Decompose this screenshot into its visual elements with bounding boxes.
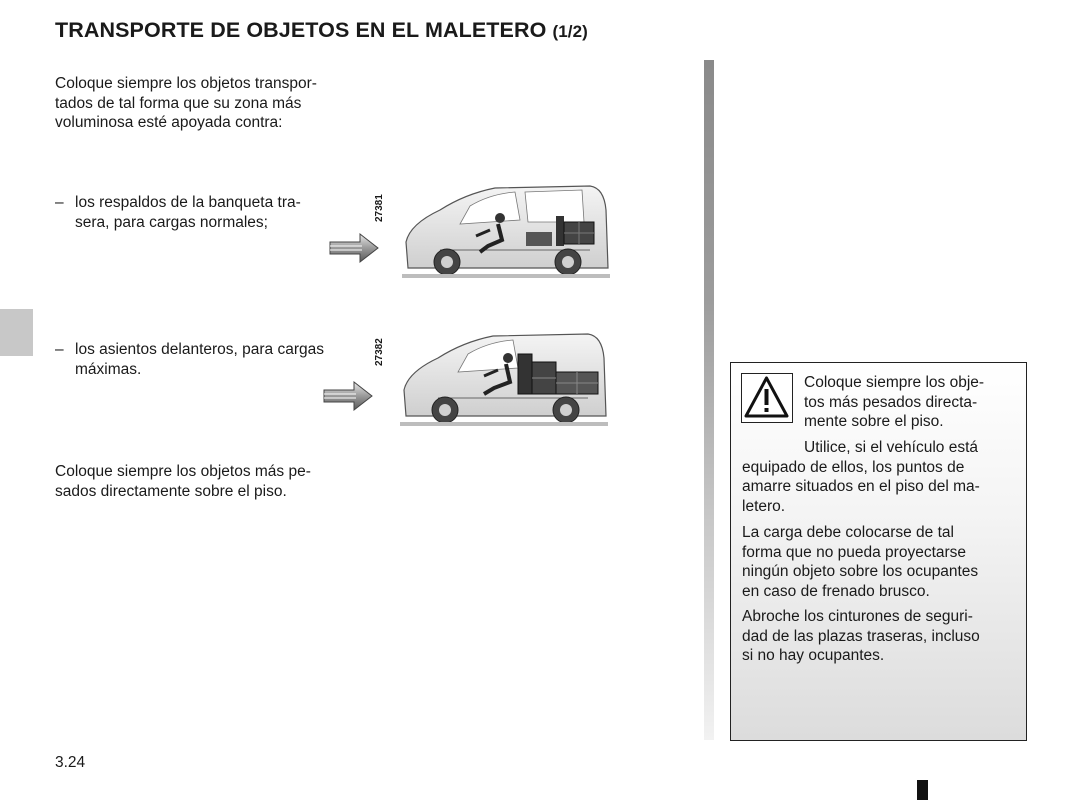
warning-triangle-icon xyxy=(741,373,793,423)
warning-paragraph-1 xyxy=(804,373,1015,432)
page-number: 3.24 xyxy=(55,754,86,771)
text-line: La carga debe colocarse de tal xyxy=(742,524,954,541)
bullet-max-loads xyxy=(55,340,346,380)
text-line: Coloque siempre los obje- xyxy=(804,374,985,391)
text-line: voluminosa esté apoyada contra: xyxy=(55,114,283,131)
text-line: tos más pesados directa- xyxy=(804,393,978,411)
warning-paragraph-4 xyxy=(742,607,1015,666)
text-line: los respaldos de la banqueta tra- xyxy=(75,194,301,211)
bullet-normal-loads xyxy=(55,193,346,233)
warning-box xyxy=(730,362,1027,741)
dash-mark: – xyxy=(55,194,64,211)
chapter-tab xyxy=(0,309,33,356)
warning-paragraph-3 xyxy=(742,523,1015,601)
van-normal-load-illustration xyxy=(320,180,620,285)
text-line: los asientos delanteros, para cargas xyxy=(75,341,325,358)
arrow-right-icon xyxy=(324,382,372,410)
text-line: Abroche los cinturones de seguri- xyxy=(742,608,973,625)
text-line: amarre situados en el piso del ma- xyxy=(742,478,980,495)
text-line: tados de tal forma que su zona más xyxy=(55,94,302,112)
text-line: si no hay ocupantes. xyxy=(742,647,885,664)
figure-number: 27382 xyxy=(374,338,385,366)
figure-max-load xyxy=(318,328,618,433)
text-line: Coloque siempre los objetos transpor- xyxy=(55,75,317,92)
text-line: ningún objeto sobre los ocupantes xyxy=(742,563,979,580)
title-part: (1/2) xyxy=(552,22,588,41)
text-line: sera, para cargas normales; xyxy=(75,213,268,231)
closing-paragraph xyxy=(55,462,346,501)
text-line: Coloque siempre los objetos más pe- xyxy=(55,463,311,480)
warning-paragraph-2 xyxy=(742,438,1015,516)
text-line: sados directamente sobre el piso. xyxy=(55,482,287,500)
van-max-load-illustration xyxy=(318,328,618,433)
column-divider xyxy=(704,60,714,740)
figure-number: 27381 xyxy=(374,194,385,222)
text-line: en caso de frenado brusco. xyxy=(742,582,930,600)
intro-paragraph xyxy=(55,74,346,133)
figure-normal-load xyxy=(320,180,620,285)
text-line: letero. xyxy=(742,497,786,515)
title-text: TRANSPORTE DE OBJETOS EN EL MALETERO xyxy=(55,18,547,42)
arrow-right-icon xyxy=(330,234,378,262)
text-line: forma que no pueda proyectarse xyxy=(742,543,967,561)
text-line: dad de las plazas traseras, incluso xyxy=(742,627,980,645)
page-edge-marker xyxy=(917,780,928,800)
dash-mark: – xyxy=(55,341,64,358)
text-line: Utilice, si el vehículo está xyxy=(804,439,979,456)
text-line: mente sobre el piso. xyxy=(804,413,944,430)
text-line: máximas. xyxy=(75,360,142,378)
text-line: equipado de ellos, los puntos de xyxy=(742,458,965,476)
page-title xyxy=(55,18,588,43)
